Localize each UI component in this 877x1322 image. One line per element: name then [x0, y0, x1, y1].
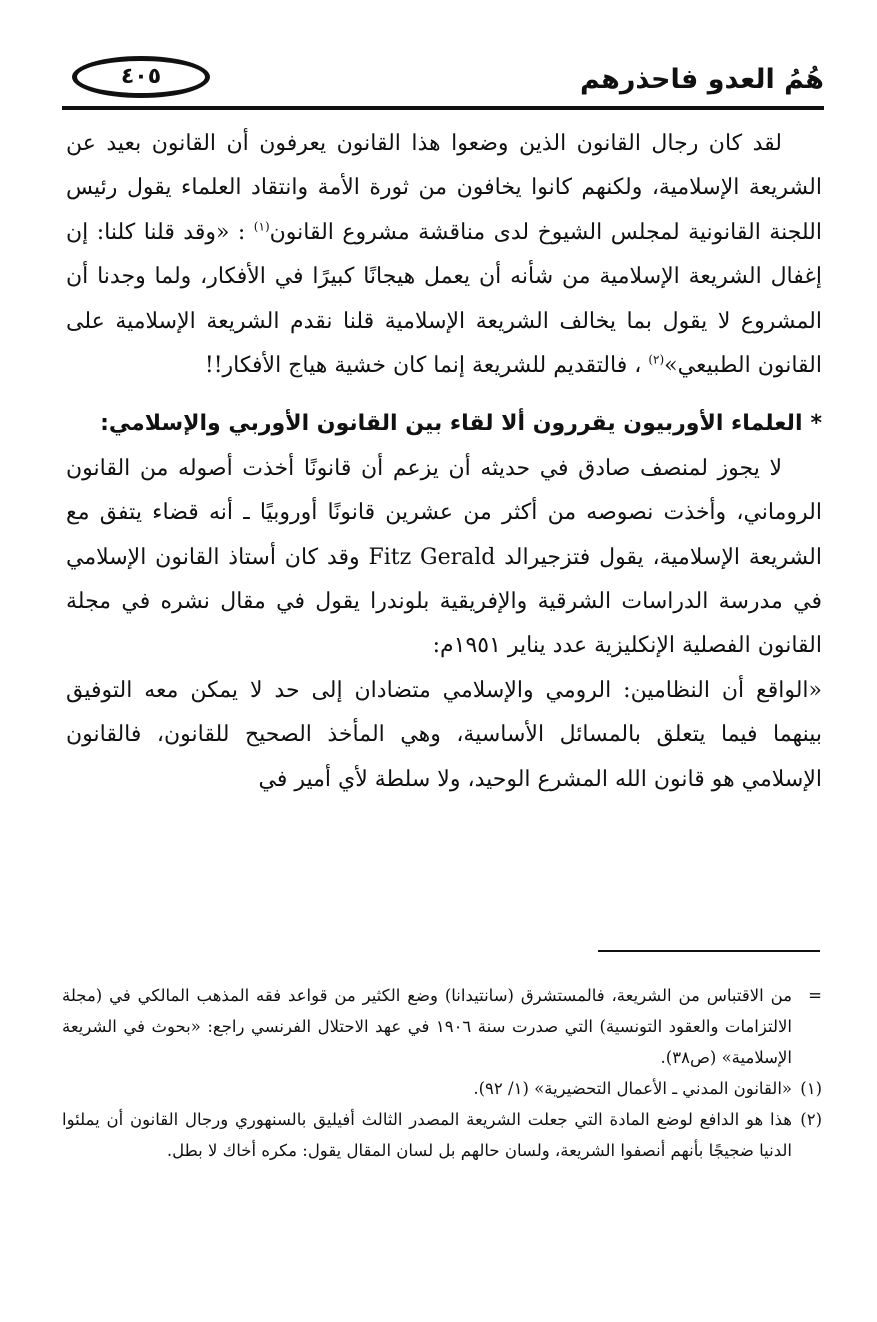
footnote-2 — [62, 1104, 822, 1166]
section-heading-text: العلماء الأوربيون يقررون ألا لقاء بين القانون الأوربي والإسلامي: — [100, 411, 803, 437]
paragraph-1 — [66, 122, 822, 388]
running-title: هُمُ العدو فاحذرهم — [579, 64, 824, 95]
header-rule — [62, 106, 824, 110]
footnotes — [62, 980, 822, 1166]
page-header — [62, 52, 824, 110]
footnote-marker: (٢) — [800, 1110, 822, 1129]
footnote-text: هذا هو الدافع لوضع المادة التي جعلت الشريعة المصدر الثالث أفيليق بالسنهوري ورجال القانون أن يملئوا الدنيا ضجيجًا بأنهم أنصفوا الشريعة، ولسان حالهم بل لسان المقال يقول: مكره أخاك لا بطل. — [62, 1110, 792, 1160]
page-number: ٤٠٥ — [72, 56, 210, 98]
section-heading — [66, 402, 822, 446]
footnote-text: «القانون المدني ـ الأعمال التحضيرية» (١/ ٩٢). — [473, 1079, 792, 1098]
footnote-continued — [62, 980, 822, 1073]
footnote-1 — [62, 1073, 822, 1104]
footnote-ref-2: (٢) — [648, 352, 665, 367]
paragraph-2: لا يجوز لمنصف صادق في حديثه أن يزعم أن قانونًا أخذت أصوله من القانون الروماني، وأخذت نصوصه من أكثر من عشرين قانونًا أوروبيًا ـ أنه قضاء يتفق مع الشريعة الإسلامية، يقول فتزجيرالد Fitz Gerald وقد كان أستاذ القانون الإسلامي في مدرسة الدراسات الشرقية والإفريقية بلوندرا يقول في مقال نشره في مجلة القانون الفصلية الإنكليزية عدد يناير ١٩٥١م: — [66, 455, 822, 659]
paragraph-1-text-a: لقد كان رجال القانون الذين وضعوا هذا القانون يعرفون أن القانون بعيد عن الشريعة الإسلامية، ولكنهم كانوا يخافون من ثورة الأمة وانتقاد العلماء يقول رئيس اللجنة القانونية لمجلس الشيوخ لدى مناقشة مشروع القانون — [66, 131, 823, 245]
main-text — [66, 122, 822, 802]
paragraph-3: «الواقع أن النظامين: الرومي والإسلامي متضادان إلى حد لا يمكن معه التوفيق بينهما فيما يتعلق بالمسائل الأساسية، وهي المأخذ الصحيح للقانون، فالقانون الإسلامي هو قانون الله المشرع الوحيد، ولا سلطة لأي أمير في — [66, 677, 822, 792]
footnote-ref-1: (١) — [253, 219, 270, 234]
footnote-text: من الاقتباس من الشريعة، فالمستشرق (سانتيدانا) وضع الكثير من قواعد فقه المذهب المالكي في (مجلة الالتزامات والعقود التونسية) التي صدرت سنة ١٩٠٦ في عهد الاحتلال الفرنسي راجع: «بحوث في الشريعة الإسلامية» (ص٣٨). — [62, 986, 792, 1067]
star-icon: * — [810, 411, 822, 437]
footnote-marker: (١) — [800, 1079, 822, 1098]
footnote-separator — [598, 950, 820, 952]
paragraph-1-text-b: : «وقد قلنا كلنا: إن إغفال الشريعة الإسلامية من شأنه أن يعمل هيجانًا كبيرًا في الأفكار، ولما وجدنا أن المشروع لا يقول بما يخالف الشريعة الإسلامية قلنا نقدم الشريعة الإسلامية على القانون الطبيعي» — [66, 219, 822, 379]
footnote-marker: = — [808, 986, 822, 1005]
paragraph-1-text-c: ، فالتقديم للشريعة إنما كان خشية هياج الأفكار!! — [204, 353, 649, 379]
